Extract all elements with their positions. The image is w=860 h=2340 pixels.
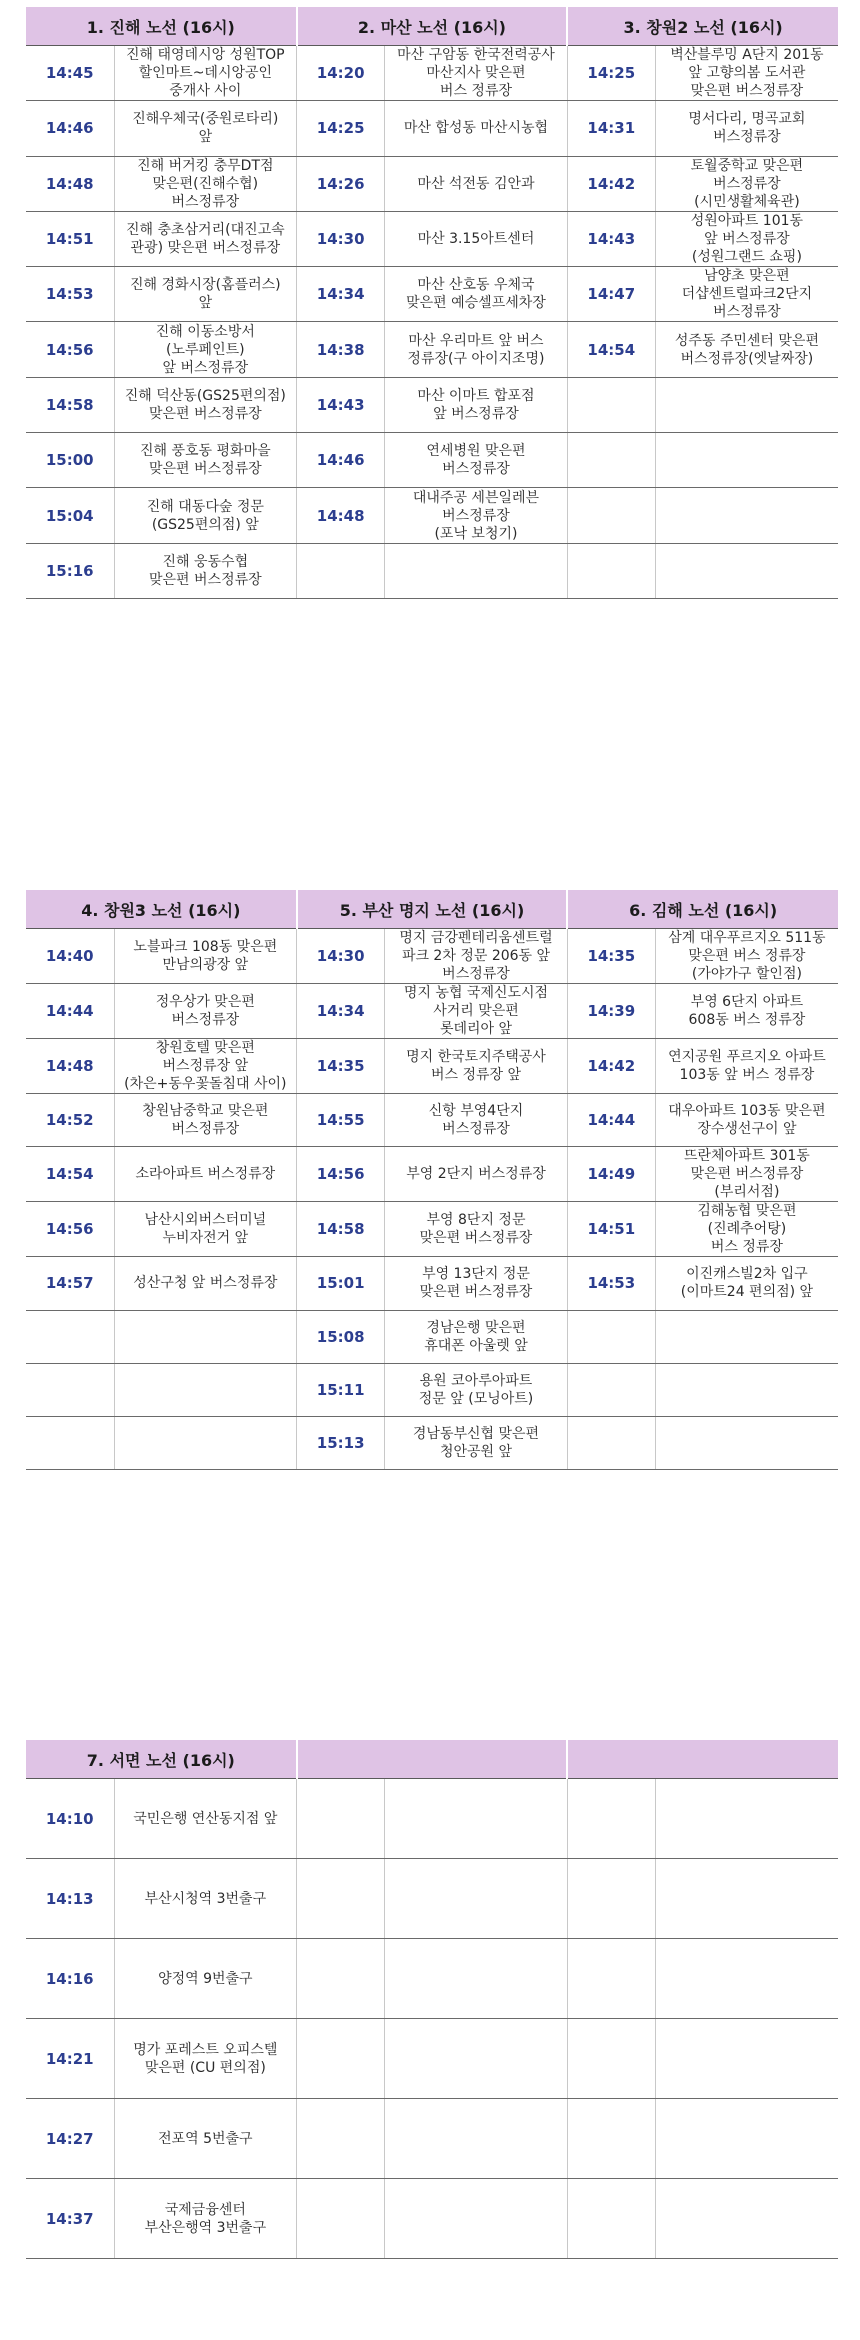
- boarding-stop: 국제금융센터 부산은행역 3번출구: [114, 2179, 297, 2259]
- boarding-stop: [385, 2099, 568, 2179]
- departure-time: 14:25: [297, 101, 385, 156]
- route-title: 5. 부산 명지 노선 (16시): [297, 890, 568, 929]
- departure-time: 14:37: [26, 2179, 114, 2259]
- boarding-stop: 전포역 5번출구: [114, 2099, 297, 2179]
- departure-time: 14:46: [297, 433, 385, 488]
- route-table-1-3: [26, 7, 838, 599]
- boarding-stop: [655, 433, 838, 488]
- boarding-stop: 소라아파트 버스정류장: [114, 1147, 297, 1202]
- departure-time: [297, 1939, 385, 2019]
- departure-time: 14:48: [26, 1039, 114, 1094]
- departure-time: [567, 1417, 655, 1470]
- departure-time: 14:44: [26, 984, 114, 1039]
- schedule-row: [26, 211, 838, 266]
- boarding-stop: 성원아파트 101동 앞 버스정류장 (성원그랜드 쇼핑): [655, 211, 838, 266]
- empty-route-title: [567, 1740, 838, 1779]
- boarding-stop: 창원호텔 맞은편 버스정류장 앞 (차은+동우꽃돌침대 사이): [114, 1039, 297, 1094]
- departure-time: 14:30: [297, 211, 385, 266]
- boarding-stop: 진해 충초삼거리(대진고속 관광) 맞은편 버스정류장: [114, 211, 297, 266]
- boarding-stop: 남산시외버스터미널 누비자전거 앞: [114, 1202, 297, 1257]
- departure-time: [567, 488, 655, 543]
- departure-time: 14:55: [297, 1094, 385, 1147]
- departure-time: [567, 1939, 655, 2019]
- empty-route-title: [297, 1740, 568, 1779]
- boarding-stop: 진해우체국(중원로타리) 앞: [114, 101, 297, 156]
- departure-time: [26, 1363, 114, 1416]
- departure-time: [567, 433, 655, 488]
- route-header-row: [26, 890, 838, 929]
- boarding-stop: 진해 태영데시앙 성원TOP 할인마트~데시앙공인 중개사 사이: [114, 46, 297, 101]
- route-title: 2. 마산 노선 (16시): [297, 7, 568, 46]
- schedule-row: [26, 377, 838, 432]
- departure-time: 14:48: [26, 156, 114, 211]
- departure-time: 14:46: [26, 101, 114, 156]
- schedule-row: [26, 1202, 838, 1257]
- schedule-row: [26, 2099, 838, 2179]
- boarding-stop: 부영 6단지 아파트 608동 버스 정류장: [655, 984, 838, 1039]
- boarding-stop: 명서다리, 명곡교회 버스정류장: [655, 101, 838, 156]
- departure-time: [26, 1310, 114, 1363]
- schedule-row: [26, 488, 838, 543]
- boarding-stop: 뜨란체아파트 301동 맞은편 버스정류장 (부리서점): [655, 1147, 838, 1202]
- boarding-stop: [385, 2179, 568, 2259]
- route-title: 6. 김해 노선 (16시): [567, 890, 838, 929]
- route-title: 3. 창원2 노선 (16시): [567, 7, 838, 46]
- boarding-stop: 성주동 주민센터 맞은편 버스정류장(엣날짜장): [655, 322, 838, 377]
- boarding-stop: 경남은행 맞은편 휴대폰 아울렛 앞: [385, 1310, 568, 1363]
- schedule-row: [26, 1094, 838, 1147]
- schedule-row: [26, 2179, 838, 2259]
- schedule-row: [26, 1310, 838, 1363]
- boarding-stop: 진해 경화시장(홈플러스) 앞: [114, 267, 297, 322]
- schedule-row: [26, 543, 838, 598]
- departure-time: 15:13: [297, 1417, 385, 1470]
- boarding-stop: [655, 377, 838, 432]
- departure-time: 14:20: [297, 46, 385, 101]
- schedule-row: [26, 1039, 838, 1094]
- departure-time: [567, 543, 655, 598]
- departure-time: 14:45: [26, 46, 114, 101]
- boarding-stop: [655, 543, 838, 598]
- departure-time: 14:43: [567, 211, 655, 266]
- boarding-stop: 창원남중학교 맞은편 버스정류장: [114, 1094, 297, 1147]
- route-title: 4. 창원3 노선 (16시): [26, 890, 297, 929]
- boarding-stop: 진해 풍호동 평화마을 맞은편 버스정류장: [114, 433, 297, 488]
- boarding-stop: [385, 1779, 568, 1859]
- departure-time: 14:56: [26, 322, 114, 377]
- schedule-row: [26, 1939, 838, 2019]
- route-header-row: [26, 1740, 838, 1779]
- departure-time: [297, 2099, 385, 2179]
- route-table-4-6: [26, 890, 838, 1470]
- departure-time: 14:35: [297, 1039, 385, 1094]
- departure-time: 15:11: [297, 1363, 385, 1416]
- departure-time: 14:48: [297, 488, 385, 543]
- schedule-row: [26, 1147, 838, 1202]
- boarding-stop: [655, 2019, 838, 2099]
- departure-time: 15:08: [297, 1310, 385, 1363]
- departure-time: 14:10: [26, 1779, 114, 1859]
- boarding-stop: 대내주공 세븐일레븐 버스정류장 (포낙 보청기): [385, 488, 568, 543]
- departure-time: [567, 1779, 655, 1859]
- departure-time: 14:26: [297, 156, 385, 211]
- boarding-stop: [655, 2179, 838, 2259]
- departure-time: [297, 1859, 385, 1939]
- departure-time: 14:54: [26, 1147, 114, 1202]
- boarding-stop: 성산구청 앞 버스정류장: [114, 1257, 297, 1310]
- boarding-stop: 마산 이마트 합포점 앞 버스정류장: [385, 377, 568, 432]
- boarding-stop: 진해 이동소방서 (노루페인트) 앞 버스정류장: [114, 322, 297, 377]
- schedule-row: [26, 2019, 838, 2099]
- departure-time: 14:51: [26, 211, 114, 266]
- departure-time: 14:30: [297, 929, 385, 984]
- boarding-stop: 국민은행 연산동지점 앞: [114, 1779, 297, 1859]
- schedule-row: [26, 1779, 838, 1859]
- departure-time: 14:49: [567, 1147, 655, 1202]
- boarding-stop: 김해농협 맞은편 (진례추어탕) 버스 정류장: [655, 1202, 838, 1257]
- boarding-stop: 대우아파트 103동 맞은편 장수생선구이 앞: [655, 1094, 838, 1147]
- departure-time: 15:04: [26, 488, 114, 543]
- boarding-stop: [655, 2099, 838, 2179]
- boarding-stop: 삼계 대우푸르지오 511동 맞은편 버스 정류장 (가야가구 할인점): [655, 929, 838, 984]
- boarding-stop: 부영 8단지 정문 맞은편 버스정류장: [385, 1202, 568, 1257]
- boarding-stop: [655, 1310, 838, 1363]
- boarding-stop: 연지공원 푸르지오 아파트 103동 앞 버스 정류장: [655, 1039, 838, 1094]
- boarding-stop: [655, 1417, 838, 1470]
- boarding-stop: 용원 코아루아파트 정문 앞 (모닝아트): [385, 1363, 568, 1416]
- departure-time: [567, 377, 655, 432]
- departure-time: [567, 1859, 655, 1939]
- boarding-stop: 신항 부영4단지 버스정류장: [385, 1094, 568, 1147]
- boarding-stop: 명가 포레스트 오피스텔 맞은편 (CU 편의점): [114, 2019, 297, 2099]
- boarding-stop: [655, 1939, 838, 2019]
- departure-time: 14:34: [297, 267, 385, 322]
- boarding-stop: 진해 웅동수협 맞은편 버스정류장: [114, 543, 297, 598]
- departure-time: [297, 2179, 385, 2259]
- departure-time: 14:53: [26, 267, 114, 322]
- boarding-stop: [385, 543, 568, 598]
- departure-time: 14:57: [26, 1257, 114, 1310]
- schedule-row: [26, 929, 838, 984]
- departure-time: [567, 2179, 655, 2259]
- boarding-stop: [385, 1859, 568, 1939]
- departure-time: 15:16: [26, 543, 114, 598]
- departure-time: 14:58: [26, 377, 114, 432]
- departure-time: 14:38: [297, 322, 385, 377]
- departure-time: [567, 2019, 655, 2099]
- departure-time: 14:47: [567, 267, 655, 322]
- departure-time: [567, 2099, 655, 2179]
- boarding-stop: [114, 1310, 297, 1363]
- departure-time: 14:42: [567, 156, 655, 211]
- boarding-stop: 마산 3.15아트센터: [385, 211, 568, 266]
- schedule-row: [26, 1363, 838, 1416]
- route-header-row: [26, 7, 838, 46]
- schedule-row: [26, 156, 838, 211]
- departure-time: [567, 1310, 655, 1363]
- departure-time: 14:31: [567, 101, 655, 156]
- departure-time: 14:53: [567, 1257, 655, 1310]
- departure-time: 14:25: [567, 46, 655, 101]
- departure-time: 14:27: [26, 2099, 114, 2179]
- boarding-stop: 양정역 9번출구: [114, 1939, 297, 2019]
- boarding-stop: [114, 1363, 297, 1416]
- schedule-row: [26, 46, 838, 101]
- boarding-stop: [385, 2019, 568, 2099]
- route-table-7: [26, 1740, 838, 2259]
- departure-time: [567, 1363, 655, 1416]
- boarding-stop: [114, 1417, 297, 1470]
- departure-time: 14:35: [567, 929, 655, 984]
- boarding-stop: 명지 농협 국제신도시점 사거리 맞은편 롯데리아 앞: [385, 984, 568, 1039]
- departure-time: 14:21: [26, 2019, 114, 2099]
- departure-time: 14:13: [26, 1859, 114, 1939]
- departure-time: 14:44: [567, 1094, 655, 1147]
- departure-time: [26, 1417, 114, 1470]
- boarding-stop: 마산 석전동 김안과: [385, 156, 568, 211]
- boarding-stop: 마산 구암동 한국전력공사 마산지사 맞은편 버스 정류장: [385, 46, 568, 101]
- boarding-stop: 진해 버거킹 충무DT점 맞은편(진해수협) 버스정류장: [114, 156, 297, 211]
- departure-time: 14:52: [26, 1094, 114, 1147]
- departure-time: [297, 543, 385, 598]
- schedule-row: [26, 1417, 838, 1470]
- departure-time: 14:54: [567, 322, 655, 377]
- boarding-stop: 토월중학교 맞은편 버스정류장 (시민생활체육관): [655, 156, 838, 211]
- schedule-row: [26, 1257, 838, 1310]
- departure-time: 15:01: [297, 1257, 385, 1310]
- boarding-stop: 부영 2단지 버스정류장: [385, 1147, 568, 1202]
- boarding-stop: [655, 1859, 838, 1939]
- boarding-stop: [655, 1363, 838, 1416]
- boarding-stop: 이진캐스빌2차 입구 (이마트24 편의점) 앞: [655, 1257, 838, 1310]
- boarding-stop: 노블파크 108동 맞은편 만남의광장 앞: [114, 929, 297, 984]
- boarding-stop: 진해 덕산동(GS25편의점) 맞은편 버스정류장: [114, 377, 297, 432]
- schedule-row: [26, 984, 838, 1039]
- departure-time: 14:56: [297, 1147, 385, 1202]
- schedule-row: [26, 267, 838, 322]
- boarding-stop: [385, 1939, 568, 2019]
- boarding-stop: 마산 산호동 우체국 맞은편 예승셀프세차장: [385, 267, 568, 322]
- departure-time: 14:39: [567, 984, 655, 1039]
- schedule-row: [26, 101, 838, 156]
- boarding-stop: 정우상가 맞은편 버스정류장: [114, 984, 297, 1039]
- boarding-stop: 남양초 맞은편 더샵센트럴파크2단지 버스정류장: [655, 267, 838, 322]
- departure-time: 14:58: [297, 1202, 385, 1257]
- boarding-stop: 경남동부신협 맞은편 청안공원 앞: [385, 1417, 568, 1470]
- departure-time: 14:42: [567, 1039, 655, 1094]
- departure-time: 14:40: [26, 929, 114, 984]
- boarding-stop: [655, 1779, 838, 1859]
- schedule-row: [26, 433, 838, 488]
- route-title: 1. 진해 노선 (16시): [26, 7, 297, 46]
- boarding-stop: [655, 488, 838, 543]
- departure-time: 14:34: [297, 984, 385, 1039]
- boarding-stop: 마산 합성동 마산시농협: [385, 101, 568, 156]
- departure-time: 14:43: [297, 377, 385, 432]
- boarding-stop: 마산 우리마트 앞 버스 정류장(구 아이지조명): [385, 322, 568, 377]
- departure-time: 15:00: [26, 433, 114, 488]
- boarding-stop: 명지 금강펜테리움센트럴 파크 2차 정문 206동 앞 버스정류장: [385, 929, 568, 984]
- boarding-stop: 벽산블루밍 A단지 201동 앞 고향의봄 도서관 맞은편 버스정류장: [655, 46, 838, 101]
- boarding-stop: 명지 한국토지주택공사 버스 정류장 앞: [385, 1039, 568, 1094]
- departure-time: [297, 1779, 385, 1859]
- boarding-stop: 연세병원 맞은편 버스정류장: [385, 433, 568, 488]
- schedule-row: [26, 322, 838, 377]
- route-title: 7. 서면 노선 (16시): [26, 1740, 297, 1779]
- boarding-stop: 부산시청역 3번출구: [114, 1859, 297, 1939]
- departure-time: 14:56: [26, 1202, 114, 1257]
- boarding-stop: 진해 대동다숲 정문 (GS25편의점) 앞: [114, 488, 297, 543]
- boarding-stop: 부영 13단지 정문 맞은편 버스정류장: [385, 1257, 568, 1310]
- departure-time: [297, 2019, 385, 2099]
- departure-time: 14:51: [567, 1202, 655, 1257]
- schedule-row: [26, 1859, 838, 1939]
- departure-time: 14:16: [26, 1939, 114, 2019]
